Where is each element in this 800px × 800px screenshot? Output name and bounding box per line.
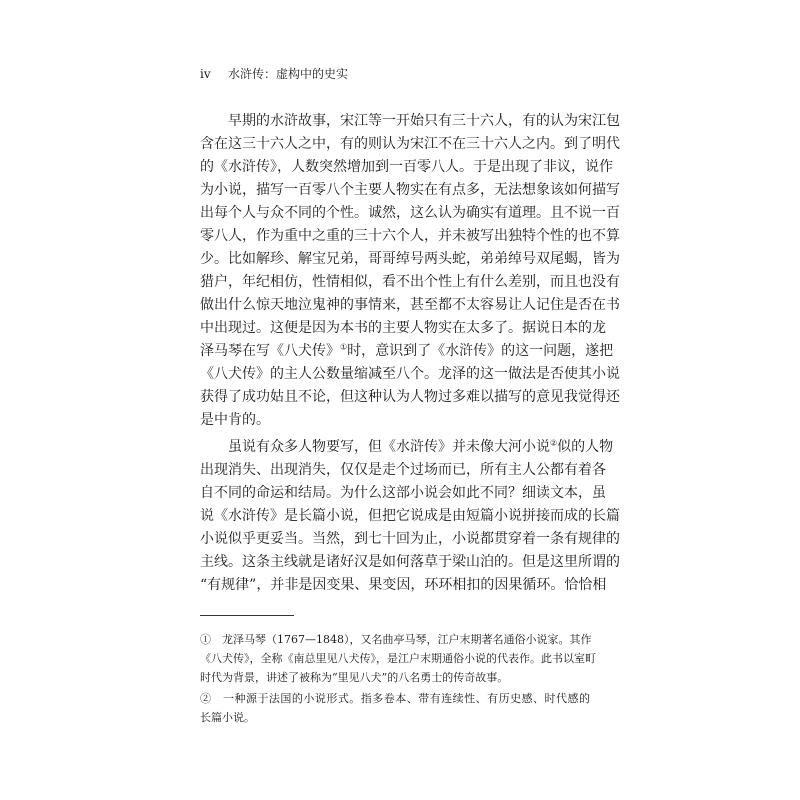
footnote-ref-2: ② — [550, 438, 558, 448]
text-line: 少。比如解珍、解宝兄弟，哥哥绰号两头蛇，弟弟绰号双尾蝎，皆为 — [200, 251, 620, 267]
text-line: 中出现过。这便是因为本书的主要人物实在太多了。据说日本的龙 — [200, 320, 606, 336]
text-line: 的《水浒传》，人数突然增加到一百零八人。于是出现了非议，说作 — [200, 159, 613, 175]
text-line: 做出什么惊天地泣鬼神的事情来，甚至都不太容易让人记住是否在书 — [200, 297, 620, 313]
text-line: 获得了成功姑且不论，但这种认为人物过多难以描写的意见我觉得还 — [200, 389, 620, 405]
running-title: 水浒传：虚构中的史实 — [228, 67, 349, 81]
text-line: 小说似乎更妥当。当然，到七十回为止，小说都贯穿着一条有规律的 — [200, 531, 620, 547]
text-segment: 时，意识到了《水浒传》的这一问题，遂把 — [347, 343, 614, 359]
text-line: 《八犬传》的主人公数量缩减至八个。龙泽的这一做法是否使其小说 — [200, 366, 620, 382]
footnote-line: 时代为背景，讲述了被称为“里见八犬”的八名勇士的传奇故事。 — [200, 671, 509, 684]
footnote-line: ② 一种源于法国的小说形式。指多卷本、带有连续性、有历史感、时代感的 — [200, 692, 590, 705]
text-line: 零八人，作为重中之重的三十六个人，并未被写出独特个性的也不算 — [200, 228, 620, 244]
footnote-ref-1: ① — [340, 342, 348, 352]
text-line: 为小说，描写一百零八个主要人物实在有点多，无法想象该如何描写 — [200, 182, 620, 198]
text-line: 说《水浒传》是长篇小说，但把它说成是由短篇小说拼接而成的长篇 — [200, 508, 620, 524]
footnote-line: ① 龙泽马琴（1767—1848），又名曲亭马琴，江户末期著名通俗小说家。其作 — [200, 633, 592, 646]
footnote-line: 长篇小说。 — [200, 711, 255, 724]
text-line: 出现消失、出现消失，仅仅是走个过场而已，所有主人公都有着各 — [200, 462, 606, 478]
footnotes — [200, 630, 596, 727]
footnote-line: 《八犬传》，全称《南总里见八犬传》，是江户末期通俗小说的代表作。此书以室町 — [200, 652, 596, 665]
body-text — [200, 110, 620, 597]
page-number: iv — [200, 67, 211, 81]
text-line: 自不同的命运和结局。为什么这部小说会如此不同？细读文本，虽 — [200, 485, 606, 501]
text-line: 主线。这条主线就是诸好汉是如何落草于梁山泊的。但是这里所谓的 — [200, 554, 620, 570]
text-line: 出每个人与众不同的个性。诚然，这么认为确实有道理。且不说一百 — [200, 205, 620, 221]
text-segment: 似的人物 — [557, 439, 614, 455]
footnote-divider — [200, 615, 294, 616]
text-line-with-note — [200, 436, 614, 459]
text-line-with-note — [200, 340, 614, 363]
text-segment: 虽说有众多人物要写，但《水浒传》并未像大河小说 — [228, 439, 550, 455]
text-line: 猎户，年纪相仿，性情相似，看不出个性上有什么差别，而且也没有 — [200, 274, 620, 290]
text-line: “有规律”，并非是因变果、果变因，环环相扣的因果循环。恰恰相 — [200, 577, 607, 593]
text-line: 早期的水浒故事，宋江等一开始只有三十六人，有的认为宋江包 — [228, 113, 620, 129]
text-line: 含在这三十六人之中，有的则认为宋江不在三十六人之内。到了明代 — [200, 136, 620, 152]
running-header — [200, 66, 348, 82]
text-line: 是中肯的。 — [200, 412, 270, 428]
text-segment: 泽马琴在写《八犬传》 — [200, 343, 340, 359]
